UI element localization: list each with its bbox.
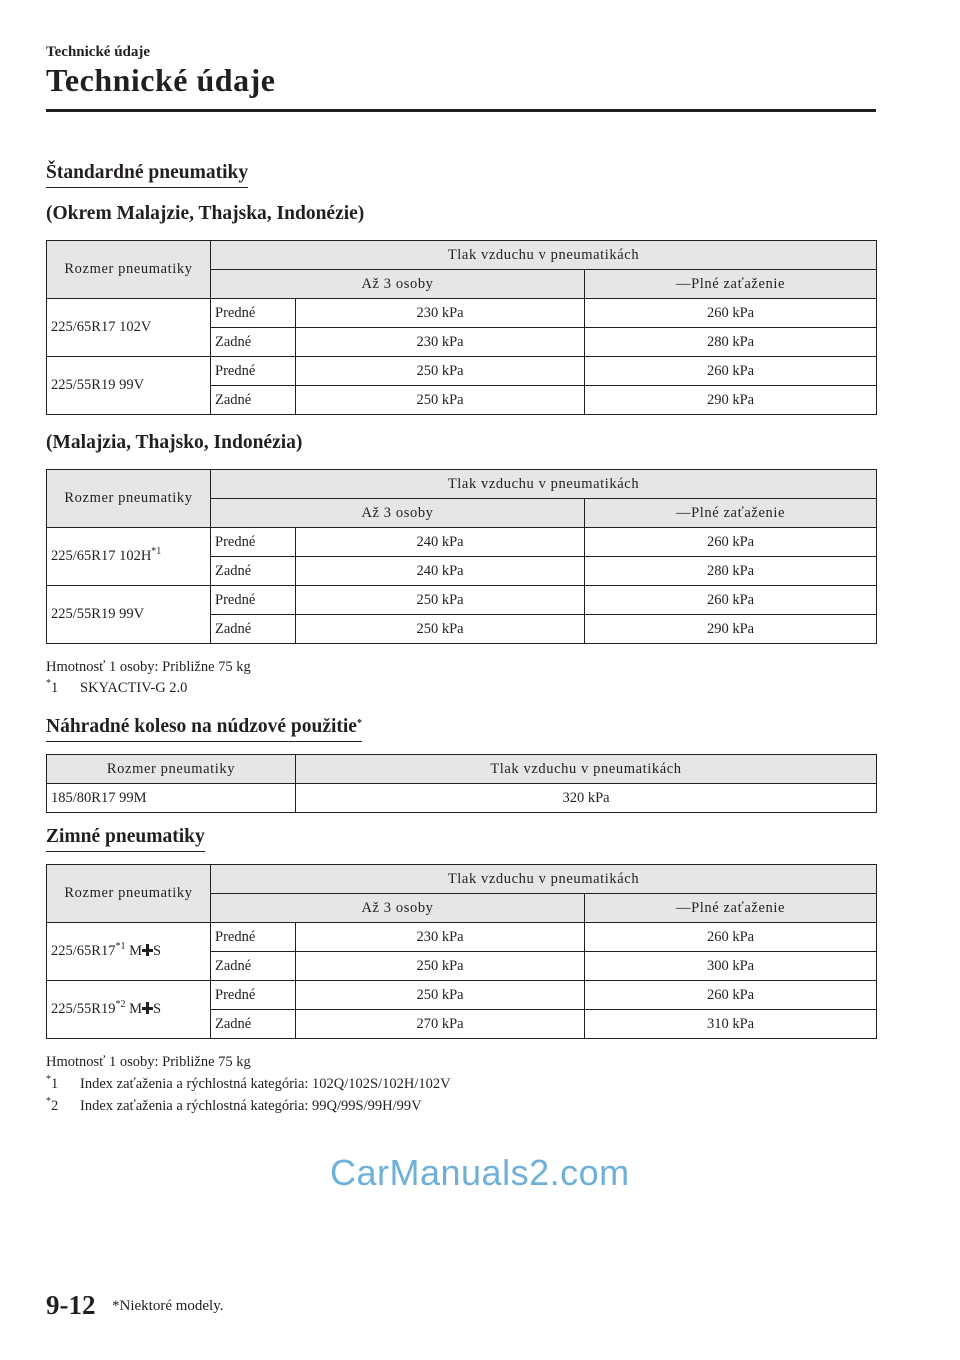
column-header-size: Rozmer pneumatiky	[47, 865, 211, 923]
column-header-up-to-3: Až 3 osoby	[211, 894, 585, 923]
plus-icon	[142, 944, 153, 956]
column-header-full-load: ―Plné zaťaženie	[585, 894, 877, 923]
footnote-1: *1 SKYACTIV-G 2.0	[46, 678, 188, 696]
pressure-value: 310 kPa	[585, 1010, 877, 1039]
tire-size: 225/55R19$^{*2}$ M S	[47, 981, 211, 1039]
position-label: Zadné	[211, 557, 296, 586]
column-header-up-to-3: Až 3 osoby	[211, 499, 585, 528]
pressure-value: 230 kPa	[296, 923, 585, 952]
pressure-value: 250 kPa	[296, 615, 585, 644]
page-title: Technické údaje	[46, 62, 276, 98]
table-row	[47, 981, 877, 1010]
pressure-value: 230 kPa	[296, 299, 585, 328]
position-label: Zadné	[211, 615, 296, 644]
subsection-title-region: (Malajzia, Thajsko, Indonézia)	[46, 432, 303, 453]
table-row	[47, 299, 877, 328]
pressure-value: 260 kPa	[585, 586, 877, 615]
column-header-size: Rozmer pneumatiky	[47, 470, 211, 528]
position-label: Predné	[211, 357, 296, 386]
position-label: Predné	[211, 923, 296, 952]
pressure-value: 300 kPa	[585, 952, 877, 981]
footer-footnote: *Niektoré modely.	[112, 1298, 224, 1314]
table-row	[47, 784, 877, 813]
tire-size: 225/55R19 99V	[47, 357, 211, 415]
pressure-value: 280 kPa	[585, 557, 877, 586]
pressure-value: 260 kPa	[585, 981, 877, 1010]
column-header-pressure: Tlak vzduchu v pneumatikách	[296, 755, 877, 784]
pressure-value: 290 kPa	[585, 615, 877, 644]
pressure-value: 320 kPa	[296, 784, 877, 813]
pressure-value: 270 kPa	[296, 1010, 585, 1039]
table-row	[47, 528, 877, 557]
pressure-value: 260 kPa	[585, 357, 877, 386]
pressure-value: 290 kPa	[585, 386, 877, 415]
winter-tire-table	[46, 864, 877, 1039]
column-header-full-load: ―Plné zaťaženie	[585, 499, 877, 528]
position-label: Predné	[211, 586, 296, 615]
pressure-value: 230 kPa	[296, 328, 585, 357]
tire-size: 185/80R17 99M	[47, 784, 296, 813]
pressure-value: 250 kPa	[296, 386, 585, 415]
column-header-pressure: Tlak vzduchu v pneumatikách	[211, 241, 877, 270]
table-row	[47, 357, 877, 386]
watermark: CarManuals2.com	[330, 1152, 630, 1193]
pressure-value: 260 kPa	[585, 923, 877, 952]
section-title-winter-tires: Zimné pneumatiky	[46, 826, 205, 852]
position-label: Zadné	[211, 386, 296, 415]
column-header-up-to-3: Až 3 osoby	[211, 270, 585, 299]
position-label: Zadné	[211, 1010, 296, 1039]
column-header-size: Rozmer pneumatiky	[47, 241, 211, 299]
position-label: Zadné	[211, 952, 296, 981]
footnote-ref: *1	[115, 941, 126, 952]
section-title-standard-tires: Štandardné pneumatiky	[46, 162, 248, 188]
column-header-size: Rozmer pneumatiky	[47, 755, 296, 784]
tire-size: 225/55R19 99V	[47, 586, 211, 644]
position-label: Predné	[211, 981, 296, 1010]
pressure-value: 250 kPa	[296, 981, 585, 1010]
tire-size: 225/65R17 $102H^{*1}$	[47, 528, 211, 586]
column-header-full-load: ―Plné zaťaženie	[585, 270, 877, 299]
note-person-weight: Hmotnosť 1 osoby: Približne 75 kg	[46, 659, 251, 675]
position-label: Predné	[211, 299, 296, 328]
footnote-ref: *	[356, 718, 362, 729]
plus-icon	[142, 1002, 153, 1014]
tire-pressure-table-b	[46, 469, 877, 644]
running-header: Technické údaje	[46, 44, 151, 60]
position-label: Predné	[211, 528, 296, 557]
pressure-value: 250 kPa	[296, 586, 585, 615]
column-header-pressure: Tlak vzduchu v pneumatikách	[211, 470, 877, 499]
pressure-value: 260 kPa	[585, 528, 877, 557]
footnote-2: *2 Index zaťaženia a rýchlostná kategória: 99Q/99S/99H/99V	[46, 1096, 422, 1114]
note-person-weight: Hmotnosť 1 osoby: Približne 75 kg	[46, 1054, 251, 1070]
header-divider	[46, 109, 876, 112]
tire-size: 225/65R17 102V	[47, 299, 211, 357]
footnote-1: *1 Index zaťaženia a rýchlostná kategória: 102Q/102S/102H/102V	[46, 1074, 451, 1092]
section-title-spare-wheel: Náhradné koleso na núdzové použitie*	[46, 716, 362, 742]
pressure-value: 250 kPa	[296, 952, 585, 981]
column-header-pressure: Tlak vzduchu v pneumatikách	[211, 865, 877, 894]
pressure-value: 280 kPa	[585, 328, 877, 357]
subsection-title-excluding-region: (Okrem Malajzie, Thajska, Indonézie)	[46, 203, 365, 224]
footnote-ref: *2	[115, 999, 126, 1010]
pressure-value: 260 kPa	[585, 299, 877, 328]
footnote-ref: *1	[151, 546, 162, 557]
pressure-value: 250 kPa	[296, 357, 585, 386]
position-label: Zadné	[211, 328, 296, 357]
pressure-value: 240 kPa	[296, 557, 585, 586]
table-row	[47, 923, 877, 952]
table-row	[47, 586, 877, 615]
pressure-value: 240 kPa	[296, 528, 585, 557]
tire-size: 225/65R17$^{*1}$ M S	[47, 923, 211, 981]
tire-pressure-table-a	[46, 240, 877, 415]
spare-wheel-table	[46, 754, 877, 813]
page-number: 9-12	[46, 1290, 96, 1320]
